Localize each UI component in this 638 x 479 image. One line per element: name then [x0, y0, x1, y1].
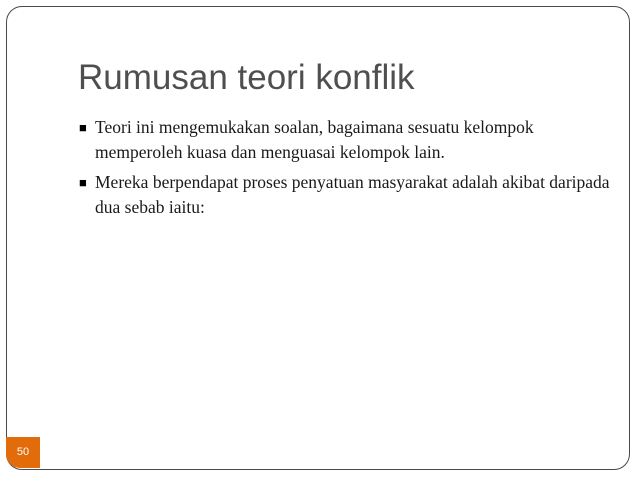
square-bullet-icon: ■: [79, 175, 87, 190]
bullet-item: [78, 170, 618, 220]
bullet-item: [78, 115, 618, 165]
bullet-list: [78, 115, 618, 225]
square-bullet-icon: ■: [79, 120, 87, 135]
bullet-text: Teori ini mengemukakan soalan, bagaimana sesuatu kelompok memperoleh kuasa dan menguasai kelompok lain.: [95, 117, 534, 162]
page-number-badge: 50: [6, 437, 40, 468]
bullet-text: Mereka berpendapat proses penyatuan masyarakat adalah akibat daripada dua sebab iaitu:: [95, 172, 610, 217]
slide-frame: [6, 6, 630, 470]
slide-title: Rumusan teori konflik: [78, 58, 415, 97]
